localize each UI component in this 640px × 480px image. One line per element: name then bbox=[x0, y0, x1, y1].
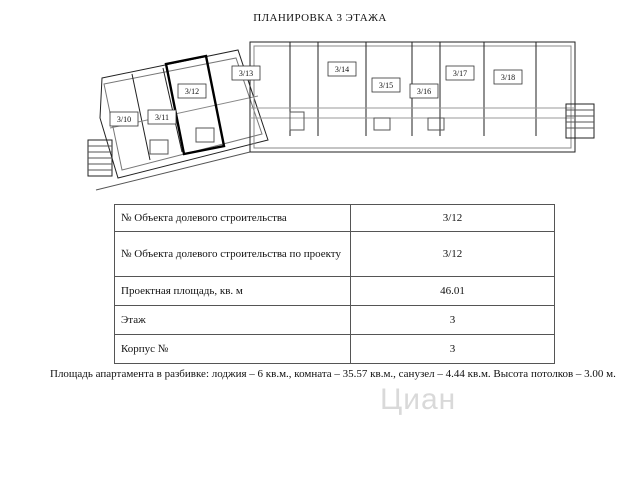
unit-label-3-13: 3/13 bbox=[238, 69, 254, 78]
watermark-logo: Циан bbox=[380, 383, 457, 416]
table-label-cell: № Объекта долевого строительства по проекту bbox=[115, 232, 351, 277]
unit-label-3-11: 3/11 bbox=[155, 113, 169, 122]
unit-label-3-16: 3/16 bbox=[416, 87, 432, 96]
table-label-cell: № Объекта долевого строительства bbox=[115, 205, 351, 232]
area-breakdown-note: Площадь апартамента в разбивке: лоджия – 6 кв.м., комната – 35.57 кв.м., санузел – 4.44 кв.м. Высота потолков – 3.00 м. bbox=[50, 368, 616, 380]
table-value-cell: 3 bbox=[351, 306, 555, 335]
unit-label-3-17: 3/17 bbox=[452, 69, 468, 78]
unit-label-3-10: 3/10 bbox=[116, 115, 132, 124]
table-row bbox=[115, 277, 555, 306]
page-title: ПЛАНИРОВКА 3 ЭТАЖА bbox=[253, 12, 387, 24]
apartment-info-table bbox=[114, 204, 555, 364]
table-row bbox=[115, 335, 555, 364]
table-row bbox=[115, 306, 555, 335]
floor-plan bbox=[0, 0, 640, 200]
table-value-cell: 3/12 bbox=[351, 205, 555, 232]
table-row bbox=[115, 232, 555, 277]
table-label-cell: Корпус № bbox=[115, 335, 351, 364]
table-row bbox=[115, 205, 555, 232]
table-value-cell: 3 bbox=[351, 335, 555, 364]
unit-label-3-14: 3/14 bbox=[334, 65, 350, 74]
unit-label-3-18: 3/18 bbox=[500, 73, 516, 82]
table-label-cell: Этаж bbox=[115, 306, 351, 335]
unit-label-3-12: 3/12 bbox=[184, 87, 200, 96]
table-label-cell: Проектная площадь, кв. м bbox=[115, 277, 351, 306]
table-value-cell: 46.01 bbox=[351, 277, 555, 306]
table-value-cell: 3/12 bbox=[351, 232, 555, 277]
unit-label-3-15: 3/15 bbox=[378, 81, 394, 90]
